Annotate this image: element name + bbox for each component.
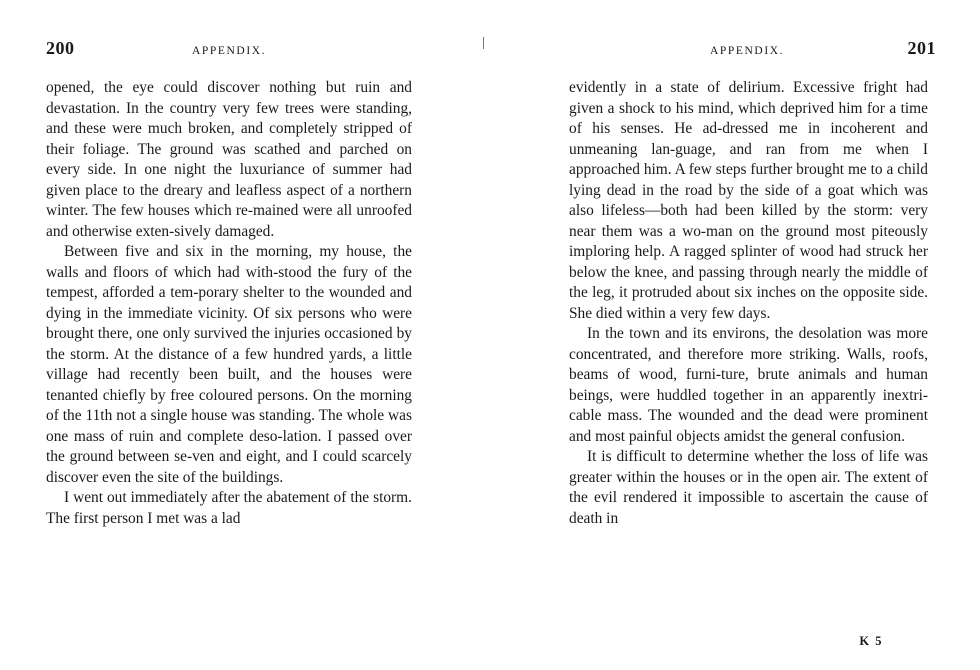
page-number: 201 — [907, 38, 936, 58]
right-page — [490, 0, 980, 670]
paragraph: Between five and six in the morning, my house, the walls and floors of which had with-stood the fury of the tempest, afforded a tem-porary shelter to the wounded and dying in the immediate vicinity. Of six persons who were brought there, one only survived the injuries occasioned by the storm. At the distance of a few hundred yards, a little village had recently been built, and the houses were tenanted chiefly by free coloured persons. On the morning of the 11th not a single house was standing. The whole was one mass of ruin and complete deso-lation. I passed over the ground between se-ven and eight, and I could scarcely discover even the site of the buildings. — [46, 243, 412, 486]
running-head: APPENDIX. — [710, 45, 785, 57]
signature-mark: K 5 — [859, 634, 883, 648]
paragraph: opened, the eye could discover nothing but ruin and devastation. In the country very few trees were standing, and these were much broken, and completely stripped of their foliage. The ground was scathed and parched on every side. In one night the luxuriance of summer had given place to the dreary and leafless aspect of a northern winter. The few houses which re-mained were all unroofed and otherwise exten-sively damaged. — [46, 79, 412, 240]
running-head: APPENDIX. — [192, 45, 267, 57]
page-number: 200 — [46, 38, 75, 58]
page-body — [569, 78, 928, 529]
paragraph: It is difficult to determine whether the loss of life was greater within the houses or in the open air. The extent of the evil rendered it impossible to ascertain the cause of death in — [569, 448, 928, 527]
paragraph: I went out immediately after the abatement of the storm. The first person I met was a lad — [46, 489, 412, 527]
paragraph: evidently in a state of delirium. Excessive fright had given a shock to his mind, which deprived him for a time of his senses. He ad-dressed me in incoherent and unmeaning lan-guage, and ran from me when I approached him. A few steps further brought me to a child lying dead in the road by the side of a goat which was also lifeless—both had been killed by the storm: very near them was a wo-man on the ground most piteously imploring help. A ragged splinter of wood had struck her below the knee, and passing through nearly the middle of the leg, it protruded about six inches on the opposite side. She died within a very few days. — [569, 79, 928, 322]
paragraph: In the town and its environs, the desolation was more concentrated, and therefore more striking. Walls, roofs, beams of wood, furni-ture, brute animals and human beings, were huddled together in an apparently inextri-cable mass. The wounded and the dead were prominent and most painful objects amidst the general confusion. — [569, 325, 928, 445]
page-body — [46, 78, 412, 529]
